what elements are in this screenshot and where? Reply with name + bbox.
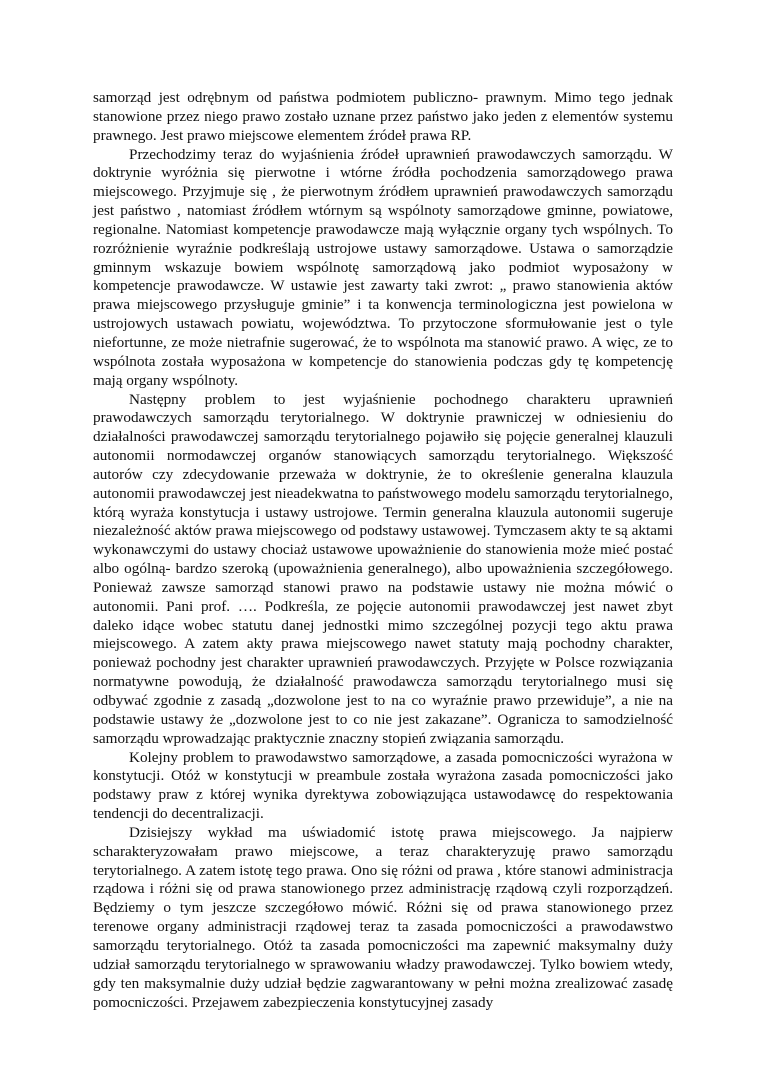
paragraph-2: Przechodzimy teraz do wyjaśnienia źródeł uprawnień prawodawczych samorządu. W doktrynie wyróżnia się pierwotne i wtórne źródła pochodzenia samorządowego prawa miejscowego. Przyjmuje się , że pierwotnym źródłem uprawnień prawodawczych samorządu jest państwo , natomiast źródłem wtórnym są wspólnoty samorządowe gminne, powiatowe, regionalne. Natomiast kompetencje prawodawcze mają wyłącznie organy tych wspólnych. To rozróżnienie wyraźnie podkreślają ustrojowe ustawy samorządowe. Ustawa o samorządzie gminnym wskazuje bowiem wspólnotę samorządową jako podmiot wyposażony w kompetencje prawodawcze. W ustawie jest zawarty taki zwrot: „ prawo stanowienia aktów prawa miejscowego przysługuje gminie” i ta konwencja terminologiczna jest powielona w ustrojowych ustawach powiatu, województwa. To przytoczone sformułowanie jest o tyle niefortunne, ze może nietrafnie sugerować, że to wspólnota ma stanowić prawo. A więc, ze to wspólnota została wyposażona w kompetencje do stanowienia podczas gdy tę kompetencję mają organy wspólnoty. [93, 145, 673, 389]
paragraph-1: samorząd jest odrębnym od państwa podmiotem publiczno- prawnym. Mimo tego jednak stanowione przez niego prawo zostało uznane przez państwo jako jeden z elementów systemu prawnego. Jest prawo miejscowe elementem źródeł prawa RP. [93, 89, 673, 144]
paragraph-5: Dzisiejszy wykład ma uświadomić istotę prawa miejscowego. Ja najpierw scharakteryzowałam prawo miejscowe, a teraz charakteryzuję prawo samorządu terytorialnego. A zatem istotę tego prawa. Ono się różni od prawa , które stanowi administracja rządowa i różni się od prawa stanowionego przez administrację rządową czyli rozporządzeń. Będziemy o tym jeszcze szczegółowo mówić. Różni się od prawa stanowionego przez terenowe organy administracji rządowej teraz ta zasada pomocniczości a prawodawstwo samorządu terytorialnego. Otóż ta zasada pomocniczości ma zapewnić maksymalny duży udział samorządu terytorialnego w sprawowaniu władzy prawodawczej. Tylko bowiem wtedy, gdy ten maksymalnie duży udział będzie zagwarantowany w pełni można zrealizować zasadę pomocniczości. Przejawem zabezpieczenia konstytucyjnej zasady [93, 823, 673, 1011]
paragraph-4: Kolejny problem to prawodawstwo samorządowe, a zasada pomocniczości wyrażona w konstytucji. Otóż w konstytucji w preambule została wyrażona zasada pomocniczości jako podstawy praw z której wynika dyrektywa zobowiązująca ustawodawcę do respektowania tendencji do decentralizacji. [93, 748, 673, 823]
document-body [93, 89, 673, 1012]
paragraph-3: Następny problem to jest wyjaśnienie pochodnego charakteru uprawnień prawodawczych samorządu terytorialnego. W doktrynie prawniczej w odniesieniu do działalności prawodawczej samorządu terytorialnego pojawiło się pojęcie generalnej klauzuli autonomii normodawczej organów stanowiących samorządu terytorialnego. Większość autorów czy zdecydowanie przeważa w doktrynie, że to określenie generalna klauzula autonomii prawodawczej jest nieadekwatna to państwowego modelu samorządu terytorialnego, którą wyraża konstytucja i ustawy ustrojowe. Termin generalna klauzula autonomii sugeruje niezależność aktów prawa miejscowego od podstawy ustawowej. Tymczasem akty te są aktami wykonawczymi do ustawy chociaż ustawowe upoważnienie do stanowienia może mieć postać albo ogólną- bardzo szeroką (upoważnienia generalnego), albo upoważnienia szczegółowego. Ponieważ zawsze samorząd stanowi prawo na podstawie ustawy nie można mówić o autonomii. Pani prof. …. Podkreśla, ze pojęcie autonomii prawodawczej jest nawet zbyt daleko idące wobec statutu danej jednostki mimo szczególnej pozycji tego aktu prawa miejscowego. A zatem akty prawa miejscowego nawet statuty mają pochodny charakter, ponieważ pochodny jest charakter uprawnień prawodawczych. Przyjęte w Polsce rozwiązania normatywne powodują, że działalność prawodawcza samorządu terytorialnego musi się odbywać zgodnie z zasadą „dozwolone jest to na co wyraźnie prawo przewiduje”, a nie na podstawie ustawy że „dozwolone jest to co nie jest zakazane”. Ogranicza to samodzielność samorządu wprowadzając praktycznie znaczny stopień związania samorządu. [93, 390, 673, 747]
